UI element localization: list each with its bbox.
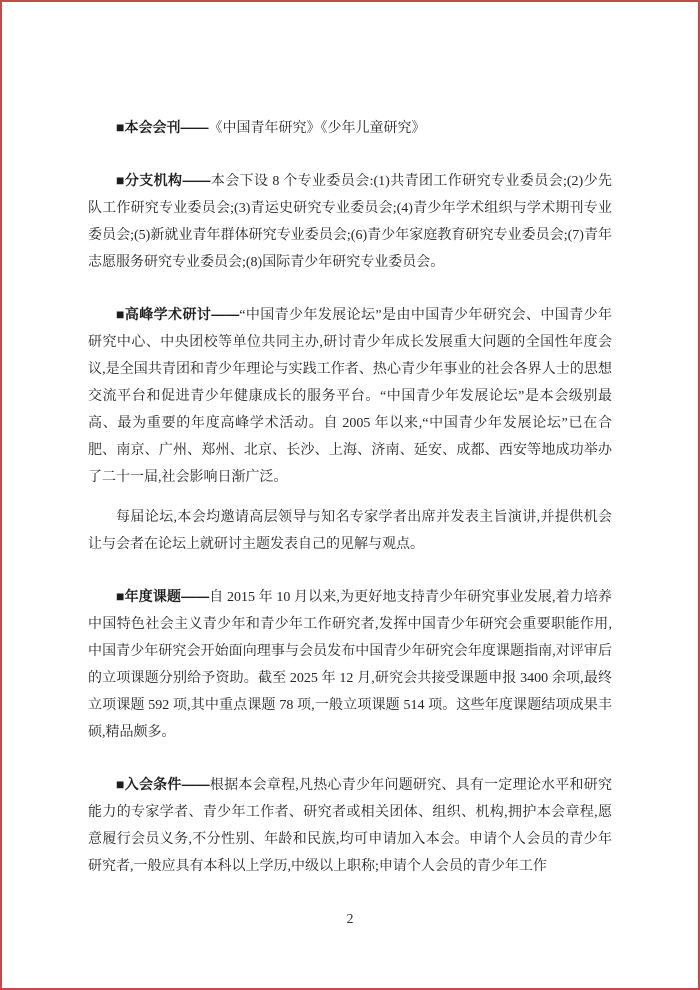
section-heading bbox=[116, 172, 210, 188]
square-bullet-icon: ■ bbox=[116, 776, 125, 792]
paragraph-text: 本会下设 8 个专业委员会:(1)共青团工作研究专业委员会;(2)少先队工作研究专业委员会;(3)青运史研究专业委员会;(4)青少年学术组织与学术期刊专业委员会;(5)新就业青年群体研究专业委员会;(6)青少年家庭教育研究专业委员会;(7)青年志愿服务研究专业委员会;(8)国际青少年研究专业委员会。 bbox=[88, 174, 612, 270]
square-bullet-icon: ■ bbox=[116, 306, 125, 322]
heading-dash: —— bbox=[182, 172, 211, 188]
document-body bbox=[88, 114, 612, 905]
paragraph-forum-note bbox=[88, 504, 612, 558]
paragraph-journal bbox=[88, 114, 612, 142]
section-heading-label: 本会会刊 bbox=[124, 119, 181, 135]
heading-dash: —— bbox=[180, 119, 209, 135]
section-heading bbox=[116, 776, 210, 792]
heading-dash: —— bbox=[181, 776, 210, 792]
section-heading-label: 分支机构 bbox=[124, 172, 183, 188]
heading-dash: —— bbox=[211, 306, 240, 322]
paragraph-text: 自 2015 年 10 月以来,为更好地支持青少年研究事业发展,着力培养中国特色社会主义青少年和青少年工作研究者,发挥中国青少年研究会重要职能作用,中国青少年研究会开始面向理事与会员发布中国青少年研究会年度课题指南,对评审后的立项课题分别给予资助。截至 2025 年 12 月,研究会共接受课题申报 3400 余项,最终立项课题 592 项,其中重点课题 78 项,一般立项课题 514 项。这些年度课题结项成果丰硕,精品颇多。 bbox=[88, 590, 613, 740]
paragraph-branches bbox=[88, 167, 612, 276]
paragraph-forum bbox=[88, 301, 612, 491]
section-heading-label: 年度课题 bbox=[124, 588, 182, 604]
section-heading bbox=[116, 306, 239, 322]
paragraph-annual-topics bbox=[88, 583, 612, 746]
section-heading-label: 入会条件 bbox=[124, 776, 182, 792]
paragraph-text: 根据本会章程,凡热心青少年问题研究、具有一定理论水平和研究能力的专家学者、青少年工作者、研究者或相关团体、组织、机构,拥护本会章程,愿意履行会员义务,不分性别、年龄和民族,均可申请加入本会。申请个人会员的青少年研究者,一般应具有本科以上学历,中级以上职称;申请个人会员的青少年工作 bbox=[88, 778, 613, 874]
section-heading bbox=[116, 588, 209, 604]
section-heading-label: 高峰学术研讨 bbox=[124, 306, 212, 322]
square-bullet-icon: ■ bbox=[116, 588, 125, 604]
section-heading bbox=[116, 119, 208, 135]
square-bullet-icon: ■ bbox=[116, 119, 125, 135]
heading-dash: —— bbox=[181, 588, 210, 604]
paragraph-membership bbox=[88, 771, 612, 880]
paragraph-text: “中国青少年发展论坛”是由中国青少年研究会、中国青少年研究中心、中央团校等单位共同主办,研讨青少年成长发展重大问题的全国性年度会议,是全国共青团和青少年理论与实践工作者、热心青少年事业的社会各界人士的思想交流平台和促进青少年健康成长的服务平台。“中国青少年发展论坛”是本会级别最高、最为重要的年度高峰学术活动。自 2005 年以来,“中国青少年发展论坛”已在合肥、南京、广州、郑州、北京、长沙、上海、济南、延安、成都、西安等地成功举办了二十一届,社会影响日渐广泛。 bbox=[88, 308, 612, 485]
paragraph-text: 《中国青年研究》《少年儿童研究》 bbox=[208, 121, 426, 136]
page-number: 2 bbox=[346, 912, 354, 927]
paragraph-text: 每届论坛,本会均邀请高层领导与知名专家学者出席并发表主旨演讲,并提供机会让与会者在论坛上就研讨主题发表自己的见解与观点。 bbox=[88, 510, 612, 552]
square-bullet-icon: ■ bbox=[116, 172, 125, 188]
